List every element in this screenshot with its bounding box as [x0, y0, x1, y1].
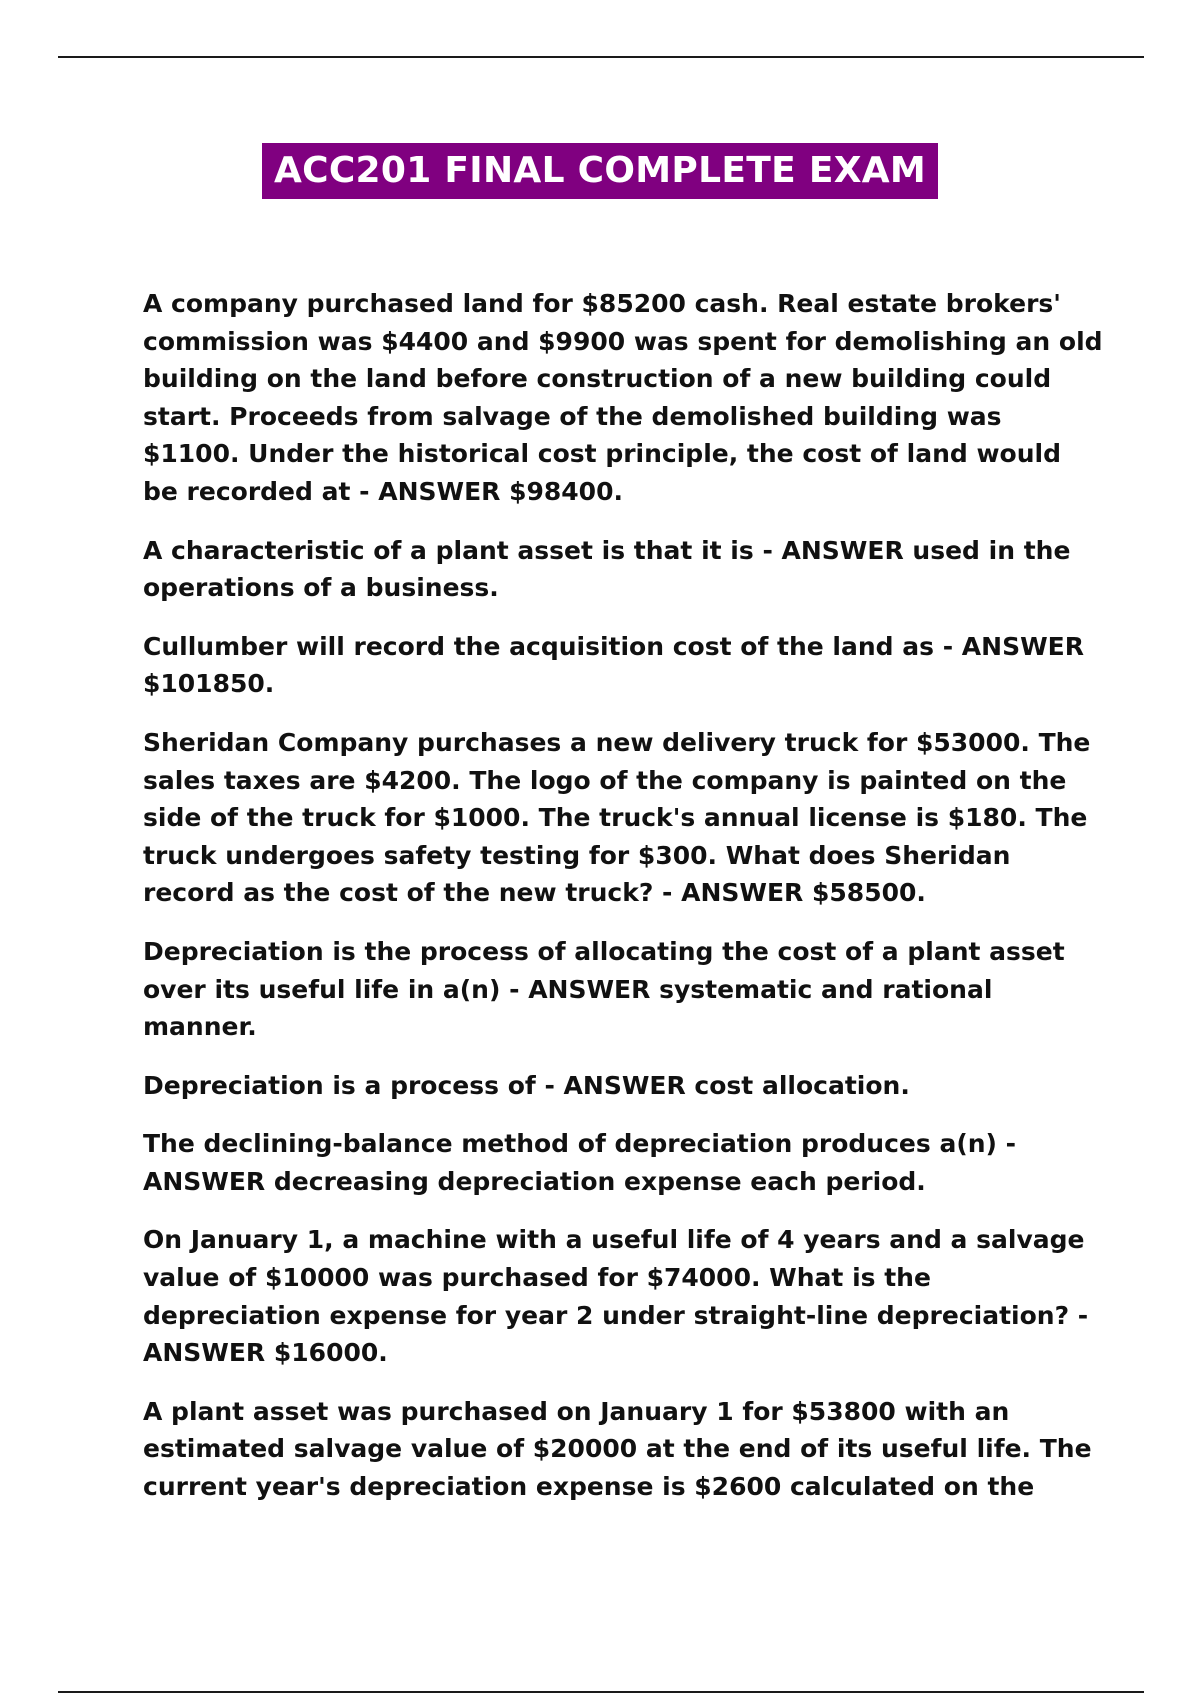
qa-list: [143, 285, 1103, 1527]
qa-entry: A plant asset was purchased on January 1 for $53800 with an estimated salvage value of $20000 at the end of its useful life. The current year's depreciation expense is $2600 calculated on the: [143, 1396, 1092, 1502]
qa-entry: Sheridan Company purchases a new delivery truck for $53000. The sales taxes are $4200. The logo of the company is painted on the side of the truck for $1000. The truck's annual license is $180. The truck undergoes safety testing for $300. What does Sheridan record as the cost of the new truck? - ANSWER $58500.: [143, 727, 1091, 908]
header-rule: [58, 56, 1144, 58]
footer-rule: [58, 1691, 1144, 1693]
qa-entry: A company purchased land for $85200 cash. Real estate brokers' commission was $4400 and $9900 was spent for demolishing an old building on the land before construction of a new building could start. Proceeds from salvage of the demolished building was $1100. Under the historical cost principle, the cost of land would be recorded at - ANSWER $98400.: [143, 289, 1103, 506]
qa-entry: On January 1, a machine with a useful life of 4 years and a salvage value of $10000 was purchased for $74000. What is the depreciation expense for year 2 under straight-line depreciation? - ANSWER $16000.: [143, 1225, 1089, 1368]
document-title: ACC201 FINAL COMPLETE EXAM: [262, 143, 938, 199]
qa-entry: Depreciation is the process of allocating the cost of a plant asset over its useful life in a(n) - ANSWER systematic and rational manner.: [143, 936, 1065, 1042]
title-container: [0, 143, 1200, 199]
qa-entry: A characteristic of a plant asset is that it is - ANSWER used in the operations of a business.: [143, 535, 1071, 603]
qa-entry: Cullumber will record the acquisition cost of the land as - ANSWER $101850.: [143, 631, 1084, 699]
qa-entry: The declining-balance method of depreciation produces a(n) - ANSWER decreasing depreciation expense each period.: [143, 1129, 1017, 1196]
qa-entry: Depreciation is a process of - ANSWER cost allocation.: [143, 1070, 910, 1100]
